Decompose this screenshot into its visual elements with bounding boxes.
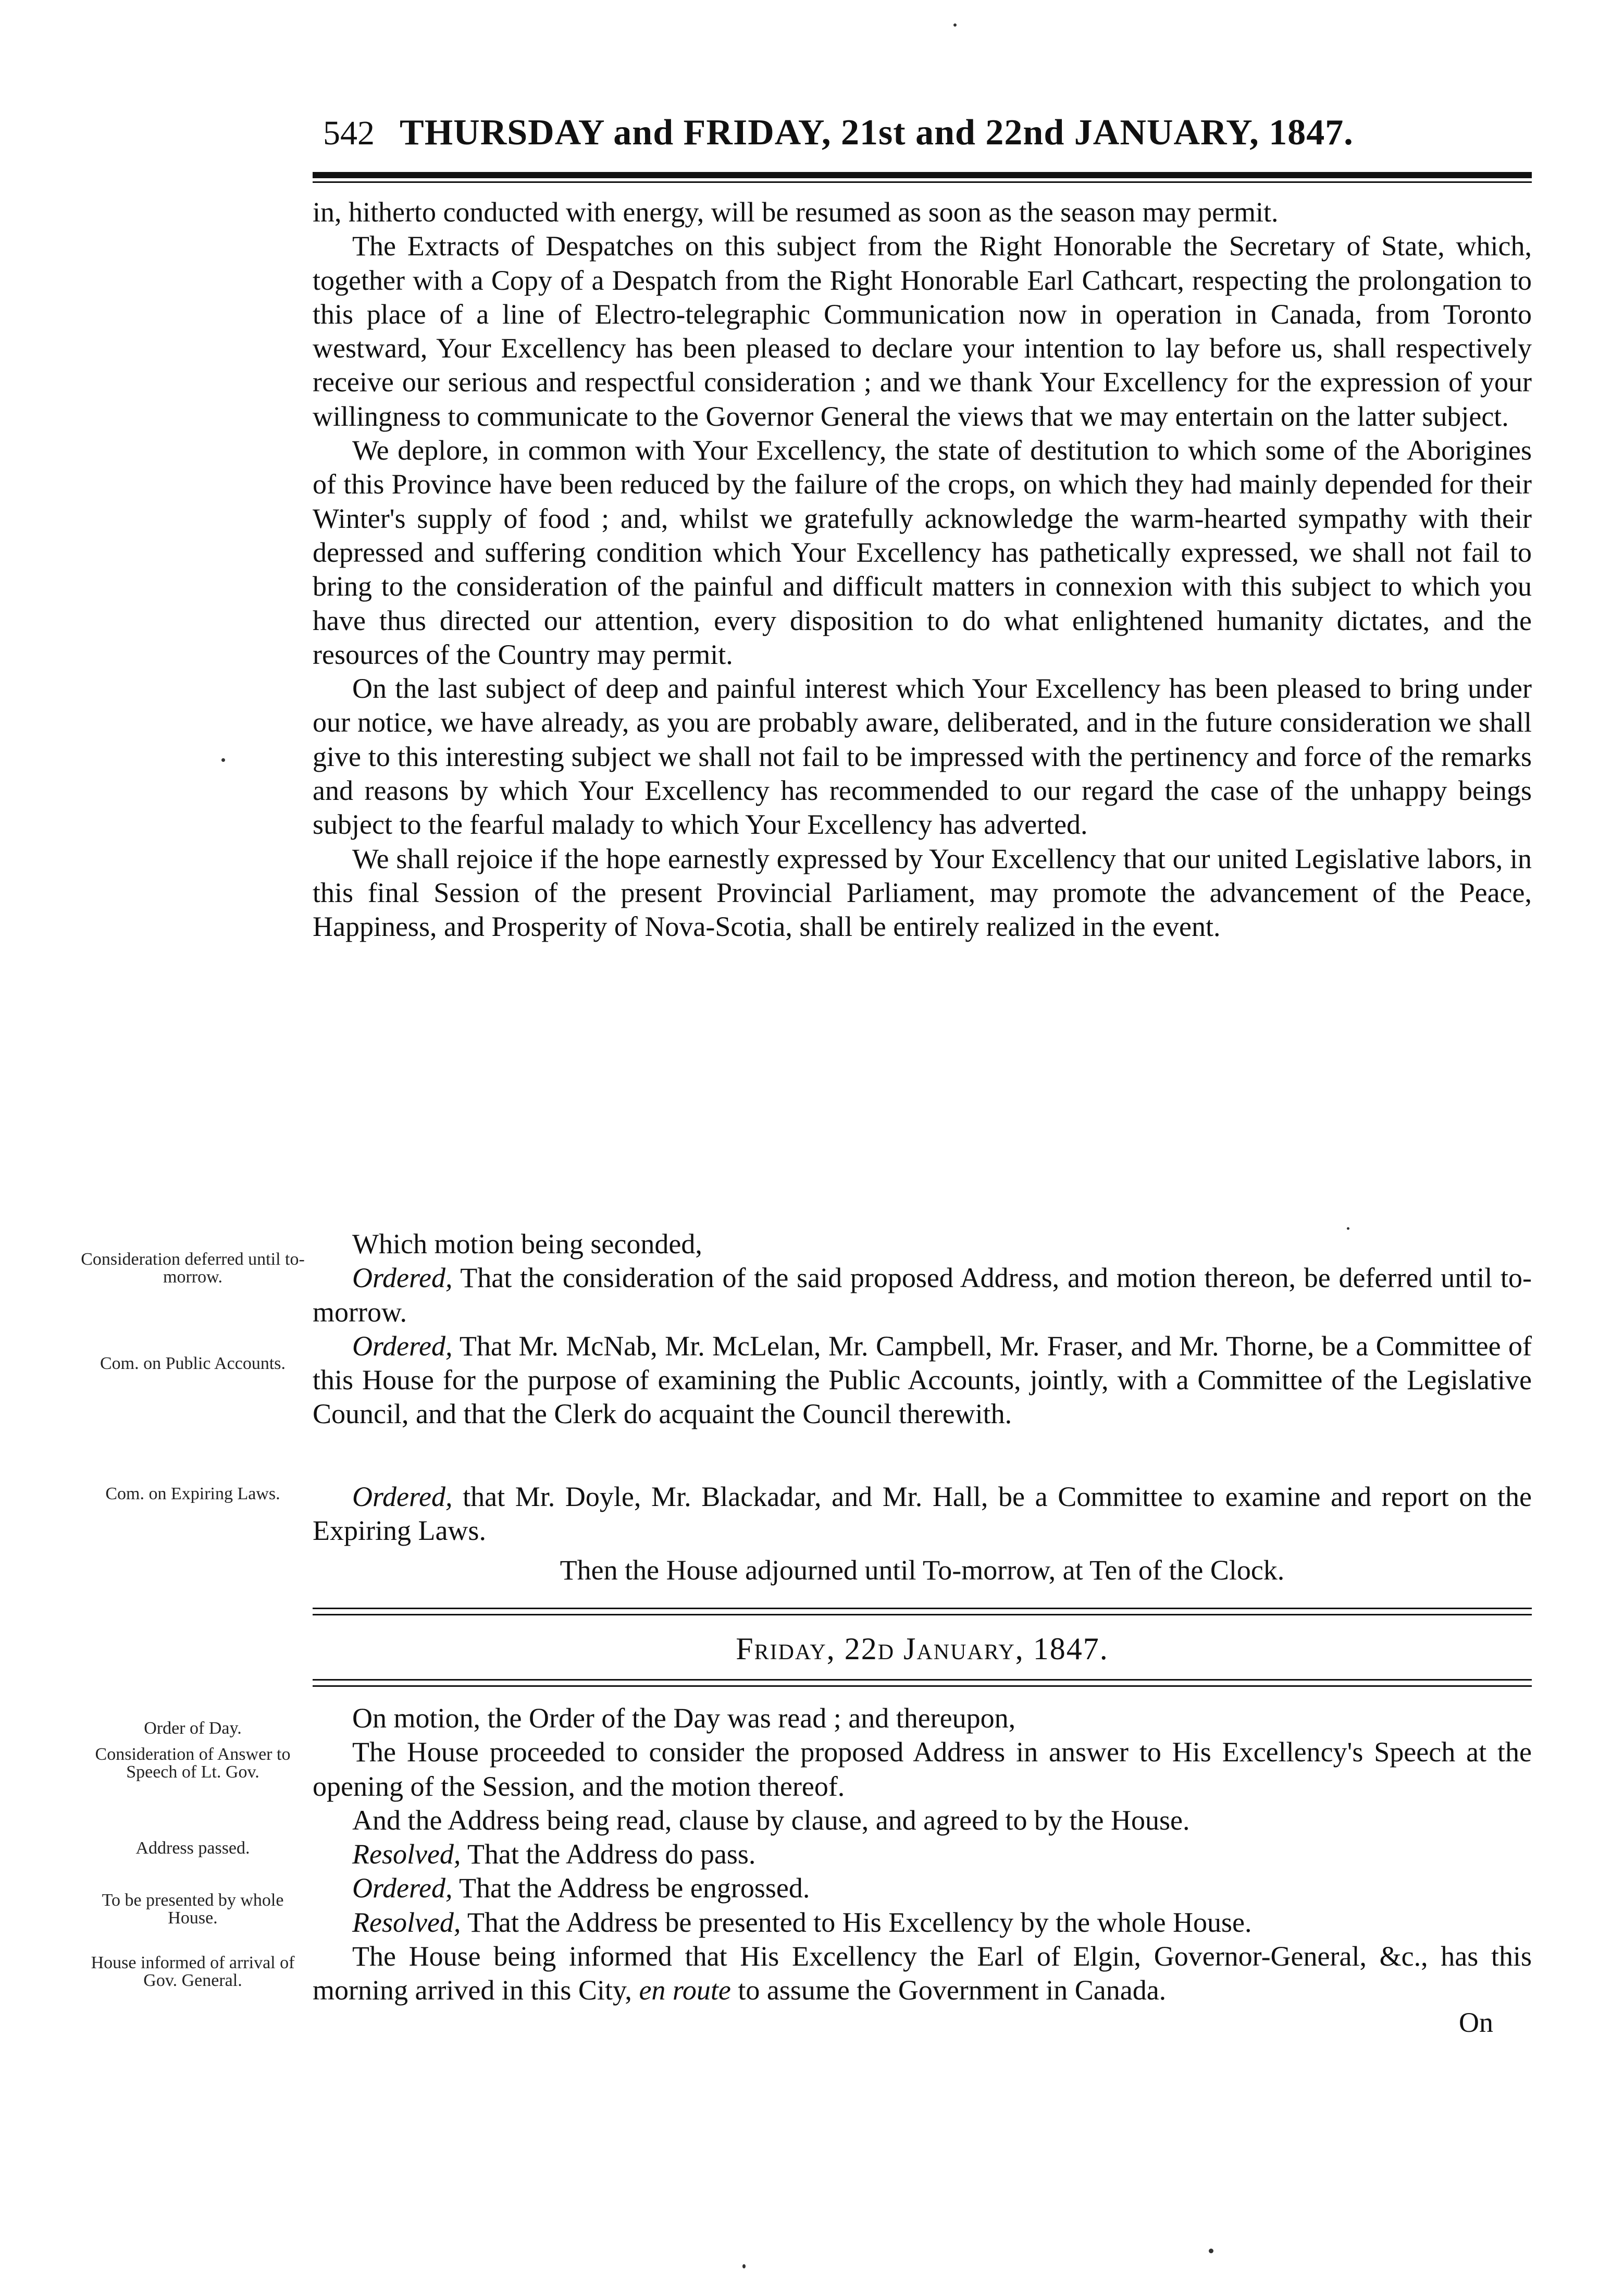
margin-note: Com. on Public Accounts.: [100, 1354, 286, 1373]
resolved-label: Resolved,: [352, 1838, 461, 1870]
paragraph-text: That the Address be presented to His Excellency by the whole House.: [461, 1906, 1252, 1938]
margin-note: Address passed.: [135, 1838, 250, 1858]
margin-note: Consideration deferred until to-morrow.: [81, 1250, 305, 1287]
section-rule-bottom: [313, 1679, 1532, 1681]
paper-speck: [1347, 1227, 1349, 1230]
section-heading: [313, 1631, 1532, 1667]
ordered-label: Ordered,: [352, 1330, 453, 1362]
margin-note: Order of Day.: [144, 1719, 242, 1738]
paragraph: [313, 1940, 1532, 2008]
paragraph-text: That the Address do pass.: [461, 1838, 756, 1870]
section-rule-top: [313, 1608, 1532, 1609]
proceedings-friday: [313, 1701, 1532, 2008]
running-header: [323, 112, 1527, 159]
paragraph-text: That the consideration of the said proposed Address, and motion thereon, be deferred until to-morrow.: [313, 1262, 1532, 1328]
paragraph: [313, 1480, 1532, 1548]
margin-note: Consideration of Answer to Speech of Lt. Gov.: [95, 1745, 291, 1782]
resolved-label: Resolved,: [352, 1906, 461, 1938]
paragraph: in, hitherto conducted with energy, will be resumed as soon as the season may permit.: [313, 196, 1279, 228]
paragraph-text: that Mr. Doyle, Mr. Blackadar, and Mr. Hall, be a Committee to examine and report on the Expiring Laws.: [313, 1481, 1532, 1547]
paragraph-text: That Mr. McNab, Mr. McLelan, Mr. Campbell, Mr. Fraser, and Mr. Thorne, be a Committee of this House for the purpose of examining the Public Accounts, jointly, with a Committee of the Legislative Council, and that the Clerk do acquaint the Council therewith.: [313, 1330, 1532, 1430]
paragraph: [313, 1261, 1532, 1329]
paragraph: The Extracts of Despatches on this subject from the Right Honorable the Secretary of State, which, together with a Copy of a Despatch from the Right Honorable Earl Cathcart, respecting the prolongation to this place of a line of Electro-telegraphic Communication now in operation in Canada, from Toronto westward, Your Excellency has been pleased to declare your intention to lay before us, shall respectively receive our serious and respectful consideration ; and we thank Your Excellency for the expression of your willingness to communicate to the Governor General the views that we may entertain on the latter subject.: [313, 230, 1532, 432]
catchword: On: [1459, 2007, 1493, 2038]
paragraph: We shall rejoice if the hope earnestly expressed by Your Excellency that our united Legislative labors, in this final Session of the present Provincial Parliament, may promote the advancement of the Peace, Happiness, and Prosperity of Nova-Scotia, shall be entirely realized in the event.: [313, 843, 1532, 943]
section-rule-bottom-2: [313, 1685, 1532, 1687]
ordered-label: Ordered,: [352, 1872, 453, 1904]
paragraph: The House proceeded to consider the proposed Address in answer to His Excellency's Speech at the opening of the Session, and the motion thereof.: [313, 1736, 1532, 1802]
header-title: THURSDAY and FRIDAY, 21st and 22nd JANUARY, 1847.: [400, 113, 1354, 153]
address-continuation: [313, 195, 1532, 944]
paragraph-text: That the Address be engrossed.: [452, 1872, 810, 1904]
paragraph: And the Address being read, clause by clause, and agreed to by the House.: [352, 1804, 1190, 1836]
paper-speck: [221, 758, 225, 762]
ordered-label: Ordered,: [352, 1262, 453, 1294]
ordered-label: Ordered,: [352, 1481, 453, 1512]
adjournment-line: Then the House adjourned until To-morrow, at Ten of the Clock.: [560, 1554, 1285, 1586]
margin-note: Com. on Expiring Laws.: [105, 1484, 280, 1503]
page-number: 542: [323, 114, 375, 152]
paragraph: Which motion being seconded,: [352, 1228, 702, 1260]
paragraph: On the last subject of deep and painful interest which Your Excellency has been pleased to bring under our notice, we have already, as you are probably aware, deliberated, and in the future consideration we shall give to this interesting subject we shall not fail to be impressed with the pertinency and force of the remarks and reasons by which Your Excellency has recommended to our regard the case of the unhappy beings subject to the fearful malady to which Your Excellency has adverted.: [313, 673, 1532, 841]
paragraph: [313, 1329, 1532, 1431]
paragraph: On motion, the Order of the Day was read ; and thereupon,: [352, 1702, 1016, 1734]
margin-note: House informed of arrival of Gov. General.: [91, 1953, 295, 1990]
margin-note: To be presented by whole House.: [102, 1891, 284, 1928]
paragraph-text: to assume the Government in Canada.: [730, 1974, 1167, 2006]
header-rule-thin: [313, 181, 1532, 183]
paragraph: We deplore, in common with Your Excellency, the state of destitution to which some of the Aborigines of this Province have been reduced by the failure of the crops, on which they had mainly depended for their Winter's supply of food ; and, whilst we gratefully acknowledge the warm-hearted sympathy with their depressed and suffering condition which Your Excellency has pathetically expressed, we shall not fail to bring to the consideration of the painful and difficult matters in connexion with this subject to which you have thus directed our attention, every disposition to do what enlightened humanity dictates, and the resources of the Country may permit.: [313, 435, 1532, 670]
paragraph: [313, 1871, 1532, 1905]
section-rule-top-2: [313, 1614, 1532, 1615]
en-route-text: en route: [639, 1974, 731, 2006]
proceedings-expiring-laws: [313, 1480, 1532, 1587]
paper-speck: [742, 2264, 746, 2268]
paragraph: [313, 1906, 1532, 1940]
paragraph-text: The House being informed that His Excellency the Earl of Elgin, Governor-General, &c., has this morning arrived in this City,: [313, 1941, 1532, 2006]
paper-speck: [1209, 2249, 1213, 2253]
paragraph: [313, 1837, 1532, 1871]
proceedings-thursday: [313, 1227, 1532, 1431]
section-heading-text: Friday, 22d January, 1847.: [736, 1632, 1109, 1666]
paper-speck: [953, 23, 957, 27]
header-rule-thick: [313, 172, 1532, 178]
